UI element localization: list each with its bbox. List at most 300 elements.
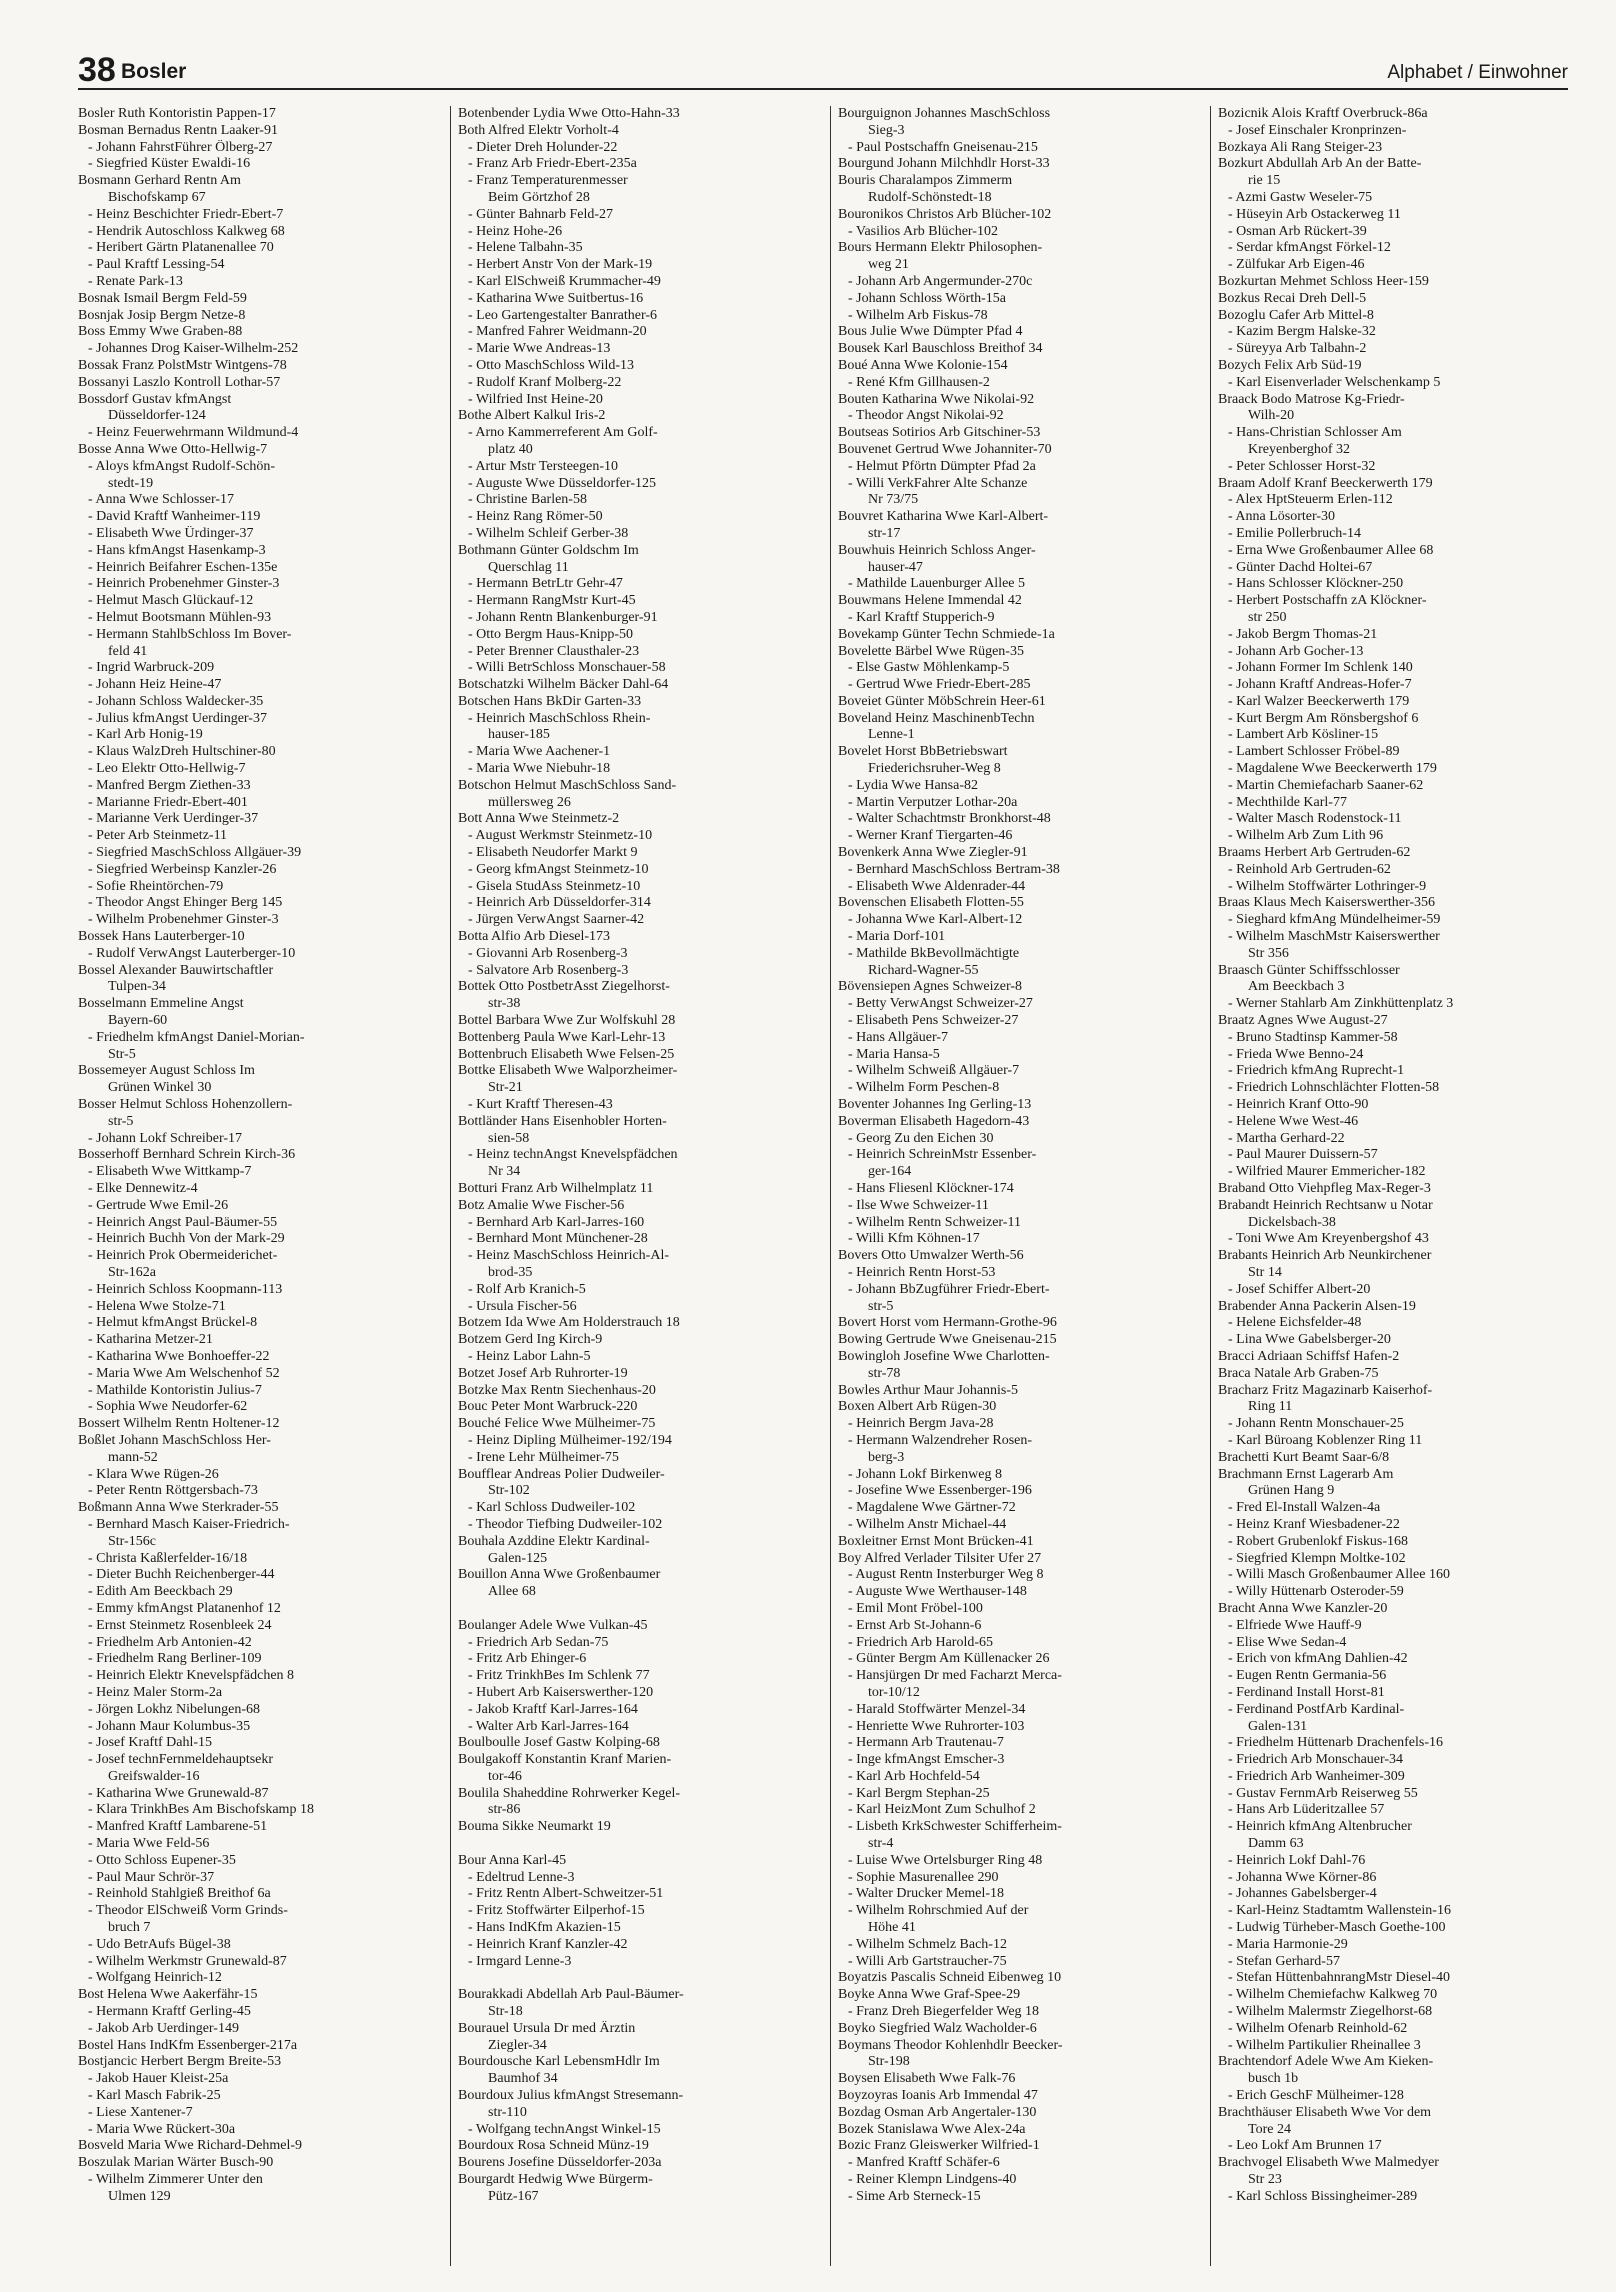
column-2: [458, 106, 820, 2266]
entry-line: - Franz Arb Friedr-Ebert-235a: [468, 156, 637, 172]
entry-line: Bozkus Recai Dreh Dell-5: [1218, 290, 1367, 306]
entry-line: Nr 73/75: [868, 492, 919, 508]
entry-line: - Günter Bergm Am Küllenacker 26: [848, 1651, 1050, 1667]
entry-line: Bottke Elisabeth Wwe Walporzheimer-: [458, 1063, 678, 1079]
entry-line: Bosnak Ismail Bergm Feld-59: [78, 290, 247, 306]
entry-line: - Irmgard Lenne-3: [468, 1953, 572, 1969]
entry-line: - Katharina Wwe Grunewald-87: [88, 1785, 269, 1801]
entry-line: - Helmut Bootsmann Mühlen-93: [88, 609, 272, 625]
entry-line: Boy Alfred Verlader Tilsiter Ufer 27: [838, 1550, 1042, 1566]
entry-line: - Auguste Wwe Düsseldorfer-125: [468, 475, 657, 491]
entry-line: - Toni Wwe Am Kreyenbergshof 43: [1228, 1231, 1429, 1247]
entry-line: Bottel Barbara Wwe Zur Wolfskuhl 28: [458, 1013, 676, 1029]
entry-line: Bouwhuis Heinrich Schloss Anger-: [838, 542, 1036, 558]
entry-line: - Heribert Gärtn Platanenallee 70: [88, 240, 274, 256]
entry-line: - Heinrich Lokf Dahl-76: [1228, 1852, 1366, 1868]
entry-line: - Artur Mstr Tersteegen-10: [468, 458, 619, 474]
entry-line: Lenne-1: [868, 727, 915, 743]
entry-line: - Lydia Wwe Hansa-82: [848, 777, 978, 793]
entry-line: - Heinz Maler Storm-2a: [88, 1684, 223, 1700]
entry-line: - Else Gastw Möhlenkamp-5: [848, 660, 1010, 676]
entry-line: Boxleitner Ernst Mont Brücken-41: [838, 1533, 1034, 1549]
entry-line: - Edith Am Beeckbach 29: [88, 1584, 233, 1600]
entry-line: - Georg kfmAngst Steinmetz-10: [468, 861, 649, 877]
entry-line: Boßmann Anna Wwe Sterkrader-55: [78, 1500, 279, 1516]
entry-line: - Inge kfmAngst Emscher-3: [848, 1752, 1005, 1768]
entry-line: - Jakob Arb Uerdinger-149: [88, 2020, 239, 2036]
entry-line: Botzem Ida Wwe Am Holderstrauch 18: [458, 1315, 680, 1331]
entry-line: - Johann Lokf Birkenweg 8: [848, 1466, 1002, 1482]
entry-line: stedt-19: [108, 475, 154, 491]
entry-line: - Werner Kranf Tiergarten-46: [848, 828, 1013, 844]
entry-line: - Dieter Buchh Reichenberger-44: [88, 1567, 275, 1583]
entry-line: Botschon Helmut MaschSchloss Sand-: [458, 777, 677, 793]
entry-line: Bouronikos Christos Arb Blücher-102: [838, 206, 1052, 222]
entry-line: - Manfred Kraftf Schäfer-6: [848, 2155, 1000, 2171]
column-divider: [830, 106, 831, 2266]
entry-line: - Hans kfmAngst Hasenkamp-3: [88, 542, 266, 558]
entry-line: Bozicnik Alois Kraftf Overbruck-86a: [1218, 106, 1428, 121]
entry-line: Boué Anna Wwe Kolonie-154: [838, 357, 1008, 373]
entry-line: - Ferdinand PostfArb Kardinal-: [1228, 1701, 1405, 1717]
entry-line: - Paul Kraftf Lessing-54: [88, 257, 225, 273]
entry-line: - Heinrich Prok Obermeiderichet-: [88, 1248, 278, 1264]
entry-line: - August Rentn Insterburger Weg 8: [848, 1567, 1044, 1583]
entry-line: - Willi Masch Großenbaumer Allee 160: [1228, 1567, 1450, 1583]
entry-line: Boßlet Johann MaschSchloss Her-: [78, 1432, 271, 1448]
entry-line: Bossert Wilhelm Rentn Holtener-12: [78, 1416, 280, 1432]
entry-line: - Mechthilde Karl-77: [1228, 794, 1347, 810]
entry-line: Bour Anna Karl-45: [458, 1852, 567, 1868]
entry-line: - Maria Wwe Aachener-1: [468, 744, 611, 760]
entry-line: - Heinz Feuerwehrmann Wildmund-4: [88, 425, 299, 441]
entry-line: Ring 11: [1248, 1399, 1293, 1415]
entry-line: - Elisabeth Wwe Aldenrader-44: [848, 878, 1026, 894]
entry-line: - Wilhelm Malermstr Ziegelhorst-68: [1228, 2004, 1433, 2020]
entry-line: Grünen Hang 9: [1248, 1483, 1335, 1499]
entry-line: - Mathilde Kontoristin Julius-7: [88, 1382, 262, 1398]
entry-line: - Friedrich Arb Harold-65: [848, 1634, 994, 1650]
entry-line: - Heinrich Schloss Koopmann-113: [88, 1281, 283, 1297]
entry-line: Braack Bodo Matrose Kg-Friedr-: [1218, 391, 1405, 407]
entry-line: Wilh-20: [1248, 408, 1295, 424]
entry-line: - Gertrude Wwe Emil-26: [88, 1197, 229, 1213]
entry-line: - Leo Elektr Otto-Hellwig-7: [88, 761, 246, 777]
entry-line: - Erich von kfmAng Dahlien-42: [1228, 1651, 1408, 1667]
entry-line: - Heinrich Arb Düsseldorfer-314: [468, 895, 651, 911]
entry-line: - Lina Wwe Gabelsberger-20: [1228, 1332, 1391, 1348]
entry-line: - Günter Bahnarb Feld-27: [468, 206, 614, 222]
entry-line: - Hansjürgen Dr med Facharzt Merca-: [848, 1668, 1062, 1684]
entry-line: - Johann BbZugführer Friedr-Ebert-: [848, 1281, 1050, 1297]
entry-line: - Heinrich Bergm Java-28: [848, 1416, 994, 1432]
entry-line: Boufflear Andreas Polier Dudweiler-: [458, 1466, 665, 1482]
entry-line: bruch 7: [108, 1920, 151, 1936]
entry-line: - Hermann Kraftf Gerling-45: [88, 2004, 251, 2020]
entry-line: - Hans Allgäuer-7: [848, 1029, 949, 1045]
entry-line: - Karl Arb Honig-19: [88, 727, 203, 743]
entry-line: Baumhof 34: [488, 2071, 558, 2087]
entry-line: - Kurt Kraftf Theresen-43: [468, 1097, 613, 1113]
entry-line: - Elisabeth Neudorfer Markt 9: [468, 845, 638, 861]
entry-line: Bostjancic Herbert Bergm Breite-53: [78, 2054, 282, 2070]
entry-line: Boyke Anna Wwe Graf-Spee-29: [838, 1987, 1021, 2003]
entry-line: - Johann FahrstFührer Ölberg-27: [88, 139, 273, 155]
entry-line: - Karl Bergm Stephan-25: [848, 1785, 990, 1801]
entry-line: hauser-47: [868, 559, 923, 575]
entry-line: - Heinz Hohe-26: [468, 223, 563, 239]
entry-line: - Willi Kfm Köhnen-17: [848, 1231, 980, 1247]
entry-line: - Friedrich Arb Monschauer-34: [1228, 1752, 1404, 1768]
entry-line: Boverman Elisabeth Hagedorn-43: [838, 1113, 1030, 1129]
entry-line: - Manfred Bergm Ziethen-33: [88, 777, 251, 793]
entry-line: - Ernst Steinmetz Rosenbleek 24: [88, 1617, 272, 1633]
entry-line: - Otto Bergm Haus-Knipp-50: [468, 626, 633, 642]
entry-line: - Heinz Rang Römer-50: [468, 509, 603, 525]
entry-line: Boveland Heinz MaschinenbTechn: [838, 710, 1035, 726]
entry-line: Bovert Horst vom Hermann-Grothe-96: [838, 1315, 1057, 1331]
entry-line: - Jürgen VerwAngst Saarner-42: [468, 912, 645, 928]
entry-line: - Heinrich Elektr Knevelspfädchen 8: [88, 1668, 295, 1684]
entry-line: Querschlag 11: [488, 559, 569, 575]
entry-line: - Bernhard Masch Kaiser-Friedrich-: [88, 1516, 290, 1532]
entry-line: - Fritz Arb Ehinger-6: [468, 1651, 587, 1667]
entry-line: Str-102: [488, 1483, 530, 1499]
entry-line: Bozych Felix Arb Süd-19: [1218, 357, 1362, 373]
entry-line: - Mathilde BkBevollmächtigte: [848, 945, 1020, 961]
entry-line: platz 40: [488, 441, 533, 457]
entry-line: - Ernst Arb St-Johann-6: [848, 1617, 982, 1633]
entry-line: Boyatzis Pascalis Schneid Eibenweg 10: [838, 1970, 1062, 1986]
entry-line: Bost Helena Wwe Aakerfähr-15: [78, 1987, 258, 2003]
entry-line: Bowing Gertrude Wwe Gneisenau-215: [838, 1332, 1057, 1348]
entry-line: - Friedrich Arb Wanheimer-309: [1228, 1768, 1405, 1784]
entry-line: Bottländer Hans Eisenhobler Horten-: [458, 1113, 667, 1129]
entry-line: - Heinrich Buchh Von der Mark-29: [88, 1231, 285, 1247]
entry-line: Boveiet Günter MöbSchrein Heer-61: [838, 693, 1046, 709]
entry-line: Braasch Günter Schiffsschlosser: [1218, 962, 1400, 978]
entry-line: - Klara TrinkhBes Am Bischofskamp 18: [88, 1802, 314, 1818]
entry-line: - Josef technFernmeldehauptsekr: [88, 1752, 274, 1768]
entry-line: - Herbert Anstr Von der Mark-19: [468, 257, 653, 273]
entry-line: - Friedhelm Arb Antonien-42: [88, 1634, 252, 1650]
entry-line: Damm 63: [1248, 1836, 1304, 1852]
entry-line: Braca Natale Arb Graben-75: [1218, 1365, 1379, 1381]
entry-line: - Siegfried Werbeinsp Kanzler-26: [88, 861, 277, 877]
entry-line: - Wilhelm MaschMstr Kaiserswerther: [1228, 929, 1440, 945]
entry-line: - Sime Arb Sterneck-15: [848, 2188, 981, 2204]
entry-line: - Wilhelm Schweiß Allgäuer-7: [848, 1063, 1020, 1079]
entry-line: brod-35: [488, 1264, 533, 1280]
entry-line: - Erna Wwe Großenbaumer Allee 68: [1228, 542, 1434, 558]
entry-line: - Erich GeschF Mülheimer-128: [1228, 2088, 1404, 2104]
entry-line: Bovenschen Elisabeth Flotten-55: [838, 895, 1024, 911]
entry-line: - August Werkmstr Steinmetz-10: [468, 828, 653, 844]
entry-line: - Renate Park-13: [88, 273, 183, 289]
entry-line: - Wilhelm Ofenarb Reinhold-62: [1228, 2020, 1408, 2036]
entry-line: - Hans Fliesenl Klöckner-174: [848, 1181, 1014, 1196]
entry-line: Bousek Karl Bauschloss Breithof 34: [838, 341, 1043, 357]
entry-line: Bothmann Günter Goldschm Im: [458, 542, 639, 558]
entry-line: - Franz Temperaturenmesser: [468, 173, 628, 189]
entry-line: - Hermann Walzendreher Rosen-: [848, 1432, 1033, 1448]
entry-line: Botturi Franz Arb Wilhelmplatz 11: [458, 1181, 654, 1196]
entry-line: - Irene Lehr Mülheimer-75: [468, 1449, 619, 1465]
entry-line: - Udo BetrAufs Bügel-38: [88, 1936, 231, 1952]
entry-line: Bracci Adriaan Schiffsf Hafen-2: [1218, 1348, 1400, 1364]
entry-line: - Johannes Drog Kaiser-Wilhelm-252: [88, 341, 299, 357]
entry-line: - Hermann BetrLtr Gehr-47: [468, 576, 623, 592]
entry-line: - Otto Schloss Eupener-35: [88, 1852, 236, 1868]
entry-line: Höhe 41: [868, 1920, 916, 1936]
entry-line: Str-198: [868, 2054, 910, 2070]
entry-line: str-78: [868, 1365, 901, 1381]
entry-line: - Gertrud Wwe Friedr-Ebert-285: [848, 677, 1031, 693]
entry-line: Brachvogel Elisabeth Wwe Malmedyer: [1218, 2155, 1439, 2171]
entry-line: Botzke Max Rentn Siechenhaus-20: [458, 1382, 656, 1398]
entry-line: Am Beeckbach 3: [1248, 979, 1345, 995]
entry-line: - Lisbeth KrkSchwester Schifferheim-: [848, 1819, 1062, 1835]
entry-line: Bossemeyer August Schloss Im: [78, 1063, 255, 1079]
entry-line: - Süreyya Arb Talbahn-2: [1228, 341, 1367, 357]
entry-line: - Johann Schloss Waldecker-35: [88, 693, 264, 709]
entry-line: - Bernhard Arb Karl-Jarres-160: [468, 1214, 645, 1230]
entry-line: Allee 68: [488, 1584, 536, 1600]
entry-line: Botz Amalie Wwe Fischer-56: [458, 1197, 625, 1213]
entry-line: Bothe Albert Kalkul Iris-2: [458, 408, 606, 424]
entry-line: Bövensiepen Agnes Schweizer-8: [838, 979, 1023, 995]
entry-line: - Wolfgang technAngst Winkel-15: [468, 2121, 661, 2137]
entry-line: - David Kraftf Wanheimer-119: [88, 509, 261, 525]
entry-line: - Hans IndKfm Akazien-15: [468, 1920, 621, 1936]
entry-line: - Karl Masch Fabrik-25: [88, 2088, 221, 2104]
entry-line: Galen-125: [488, 1550, 548, 1566]
entry-line: Bowles Arthur Maur Johannis-5: [838, 1382, 1019, 1398]
entry-line: Brachthäuser Elisabeth Wwe Vor dem: [1218, 2104, 1432, 2120]
entry-line: - Sofie Rheintörchen-79: [88, 878, 224, 894]
entry-line: - Karl-Heinz Stadtamtm Wallenstein-16: [1228, 1903, 1451, 1919]
entry-line: - Lambert Arb Kösliner-15: [1228, 727, 1379, 743]
entry-line: Galen-131: [1248, 1718, 1308, 1734]
entry-line: - Josef Einschaler Kronprinzen-: [1228, 122, 1407, 138]
entry-line: - Jörgen Lokhz Nibelungen-68: [88, 1701, 260, 1717]
entry-line: - Anna Wwe Schlosser-17: [88, 492, 235, 508]
entry-line: - Johanna Wwe Karl-Albert-12: [848, 912, 1023, 928]
entry-line: mann-52: [108, 1449, 158, 1465]
entry-line: - Fritz TrinkhBes Im Schlenk 77: [468, 1668, 650, 1684]
entry-line: Bovelette Bärbel Wwe Rügen-35: [838, 643, 1024, 659]
entry-line: Bozkurtan Mehmet Schloss Heer-159: [1218, 273, 1429, 289]
entry-line: - Jakob Bergm Thomas-21: [1228, 626, 1378, 642]
entry-line: - Emilie Pollerbruch-14: [1228, 525, 1361, 541]
entry-line: - Elke Dennewitz-4: [88, 1181, 198, 1196]
entry-line: - Sophie Masurenallee 290: [848, 1869, 999, 1885]
entry-line: - Johann Maur Kolumbus-35: [88, 1718, 251, 1734]
entry-line: müllersweg 26: [488, 794, 571, 810]
entry-line: - Wilfried Maurer Emmericher-182: [1228, 1164, 1426, 1180]
entry-line: Boysen Elisabeth Wwe Falk-76: [838, 2071, 1016, 2087]
entry-line: - Johann Rentn Blankenburger-91: [468, 609, 658, 625]
entry-line: - Karl Walzer Beeckerwerth 179: [1228, 693, 1410, 709]
entry-line: - Osman Arb Rückert-39: [1228, 223, 1367, 239]
entry-line: Boulila Shaheddine Rohrwerker Kegel-: [458, 1785, 680, 1801]
entry-line: Bozic Franz Gleiswerker Wilfried-1: [838, 2138, 1040, 2154]
entry-line: - Georg Zu den Eichen 30: [848, 1130, 994, 1146]
entry-line: - Wilhelm Stoffwärter Lothringer-9: [1228, 878, 1427, 894]
entry-line: - Hans Arb Lüderitzallee 57: [1228, 1802, 1385, 1818]
entry-line: str 250: [1248, 609, 1287, 625]
entry-line: - Magdalene Wwe Beeckerwerth 179: [1228, 761, 1437, 777]
entry-line: - Heinrich Kranf Otto-90: [1228, 1097, 1369, 1113]
entry-line: Brachmann Ernst Lagerarb Am: [1218, 1466, 1394, 1482]
entry-line: Boutseas Sotirios Arb Gitschiner-53: [838, 425, 1041, 441]
entry-line: weg 21: [868, 257, 909, 273]
entry-line: - Christa Kaßlerfelder-16/18: [88, 1550, 248, 1566]
entry-line: Bracht Anna Wwe Kanzler-20: [1218, 1600, 1388, 1616]
entry-line: Pütz-167: [488, 2188, 539, 2204]
page-running-head: Bosler: [121, 60, 187, 83]
entry-line: - Helena Wwe Stolze-71: [88, 1298, 226, 1314]
page-number: 38: [78, 51, 116, 89]
entry-line: - Theodor ElSchweiß Vorm Grinds-: [88, 1903, 288, 1919]
entry-line: - Elfriede Wwe Hauff-9: [1228, 1617, 1362, 1633]
column-3: [838, 106, 1200, 2266]
entry-line: - Emil Mont Fröbel-100: [848, 1600, 983, 1616]
entry-line: Brabandt Heinrich Rechtsanw u Notar: [1218, 1197, 1433, 1213]
entry-line: Str 356: [1248, 945, 1289, 961]
entry-line: - Wilfried Inst Heine-20: [468, 391, 603, 407]
entry-line: - Helene Wwe West-46: [1228, 1113, 1359, 1129]
entry-line: - Hans Schlosser Klöckner-250: [1228, 576, 1404, 592]
entry-line: Bostel Hans IndKfm Essenberger-217a: [78, 2037, 298, 2053]
entry-line: - Kazim Bergm Halske-32: [1228, 324, 1376, 340]
entry-line: - Wilhelm Zimmerer Unter den: [88, 2172, 263, 2188]
entry-line: - Ludwig Türheber-Masch Goethe-100: [1228, 1920, 1446, 1936]
entry-line: hauser-185: [488, 727, 550, 743]
entry-line: Boventer Johannes Ing Gerling-13: [838, 1097, 1032, 1113]
spacer-line: [458, 1601, 820, 1618]
entry-line: - Aloys kfmAngst Rudolf-Schön-: [88, 458, 276, 474]
entry-line: - Bruno Stadtinsp Kammer-58: [1228, 1029, 1398, 1045]
entry-line: Bosmann Gerhard Rentn Am: [78, 173, 241, 189]
entry-line: Boszulak Marian Wärter Busch-90: [78, 2155, 274, 2171]
entry-line: Bours Hermann Elektr Philosophen-: [838, 240, 1043, 256]
entry-line: - Elise Wwe Sedan-4: [1228, 1634, 1347, 1650]
entry-line: Boyko Siegfried Walz Wacholder-6: [838, 2020, 1037, 2036]
entry-line: Bosman Bernadus Rentn Laaker-91: [78, 122, 278, 138]
entry-line: - Heinrich MaschSchloss Rhein-: [468, 710, 651, 726]
entry-line: - Sieghard kfmAng Mündelheimer-59: [1228, 912, 1441, 928]
entry-line: Str-18: [488, 2004, 523, 2020]
entry-line: - Helene Talbahn-35: [468, 240, 583, 256]
entry-line: Brabants Heinrich Arb Neunkirchener: [1218, 1248, 1432, 1264]
entry-line: Bozoglu Cafer Arb Mittel-8: [1218, 307, 1374, 323]
entry-line: - Mathilde Lauenburger Allee 5: [848, 576, 1026, 592]
entry-line: Bowingloh Josefine Wwe Charlotten-: [838, 1348, 1050, 1364]
entry-line: - Helmut kfmAngst Brückel-8: [88, 1315, 258, 1331]
entry-line: - Rudolf Kranf Molberg-22: [468, 374, 622, 390]
entry-line: - Paul Maurer Duissern-57: [1228, 1147, 1378, 1163]
entry-line: - Karl Schloss Bissingheimer-289: [1228, 2188, 1418, 2204]
entry-line: Ulmen 129: [108, 2188, 171, 2204]
column-1: [78, 106, 440, 2266]
entry-line: - Friedhelm kfmAngst Daniel-Morian-: [88, 1029, 305, 1045]
entry-line: - Peter Schlosser Horst-32: [1228, 458, 1376, 474]
entry-line: Braam Adolf Kranf Beeckerwerth 179: [1218, 475, 1433, 491]
entry-line: - Walter Arb Karl-Jarres-164: [468, 1718, 629, 1734]
entry-line: Bouché Felice Wwe Mülheimer-75: [458, 1416, 656, 1432]
entry-line: Bottek Otto PostbetrAsst Ziegelhorst-: [458, 979, 670, 995]
entry-line: - Willi BetrSchloss Monschauer-58: [468, 660, 666, 676]
entry-line: - Lambert Schlosser Fröbel-89: [1228, 744, 1400, 760]
entry-line: - Josefine Wwe Essenberger-196: [848, 1483, 1032, 1499]
entry-line: - Theodor Angst Ehinger Berg 145: [88, 895, 283, 911]
entry-line: - Maria Wwe Rückert-30a: [88, 2121, 236, 2137]
entry-line: - Helene Eichsfelder-48: [1228, 1315, 1362, 1331]
entry-line: Bracharz Fritz Magazinarb Kaiserhof-: [1218, 1382, 1433, 1398]
entry-line: - Gustav FernmArb Reiserweg 55: [1228, 1785, 1418, 1801]
entry-line: - Willi Arb Gartstraucher-75: [848, 1953, 1007, 1969]
entry-line: - Friedhelm Hüttenarb Drachenfels-16: [1228, 1735, 1443, 1751]
entry-line: Bosnjak Josip Bergm Netze-8: [78, 307, 246, 323]
entry-line: - Heinrich kfmAng Altenbrucher: [1228, 1819, 1412, 1835]
entry-line: - Arno Kammerreferent Am Golf-: [468, 425, 658, 441]
entry-line: Bovenkerk Anna Wwe Ziegler-91: [838, 845, 1028, 861]
entry-line: Friederichsruher-Weg 8: [868, 761, 1001, 777]
entry-line: - Friedrich Arb Sedan-75: [468, 1634, 609, 1650]
entry-line: Botschatzki Wilhelm Bäcker Dahl-64: [458, 677, 669, 693]
entry-line: Bourakkadi Abdellah Arb Paul-Bäumer-: [458, 1987, 684, 2003]
entry-line: Str-156c: [108, 1533, 156, 1549]
entry-line: - Jakob Kraftf Karl-Jarres-164: [468, 1701, 638, 1717]
entry-line: Boulboulle Josef Gastw Kolping-68: [458, 1735, 660, 1751]
entry-line: Bourdoux Julius kfmAngst Stresemann-: [458, 2088, 684, 2104]
entry-line: - Edeltrud Lenne-3: [468, 1869, 575, 1885]
entry-line: - Marianne Friedr-Ebert-401: [88, 794, 248, 810]
entry-line: - Heinz Labor Lahn-5: [468, 1348, 591, 1364]
entry-line: Bossek Hans Lauterberger-10: [78, 929, 245, 945]
entry-line: - Marie Wwe Andreas-13: [468, 341, 611, 357]
entry-line: - Wilhelm Arb Fiskus-78: [848, 307, 988, 323]
entry-line: - Elisabeth Wwe Ürdinger-37: [88, 525, 254, 541]
entry-line: Botschen Hans BkDir Garten-33: [458, 693, 642, 709]
entry-line: - Johanna Wwe Körner-86: [1228, 1869, 1377, 1885]
entry-line: - Hans-Christian Schlosser Am: [1228, 425, 1402, 441]
entry-line: - Heinrich Beifahrer Eschen-135e: [88, 559, 278, 575]
entry-line: Boulanger Adele Wwe Vulkan-45: [458, 1617, 648, 1633]
entry-line: - Betty VerwAngst Schweizer-27: [848, 996, 1033, 1012]
entry-line: Bouma Sikke Neumarkt 19: [458, 1819, 611, 1835]
entry-line: - Wilhelm Form Peschen-8: [848, 1080, 1000, 1096]
entry-line: Bovers Otto Umwalzer Werth-56: [838, 1248, 1024, 1264]
entry-line: - Bernhard MaschSchloss Bertram-38: [848, 861, 1060, 877]
entry-line: Bozdag Osman Arb Angertaler-130: [838, 2104, 1037, 2120]
column-divider: [450, 106, 451, 2266]
entry-line: Str-162a: [108, 1264, 156, 1280]
entry-line: Str-5: [108, 1046, 136, 1062]
entry-line: Braband Otto Viehpfleg Max-Reger-3: [1218, 1181, 1431, 1196]
entry-line: - Heinrich Kranf Kanzler-42: [468, 1936, 628, 1952]
entry-line: - Vasilios Arb Blücher-102: [848, 223, 998, 239]
directory-columns: [78, 106, 1568, 2266]
entry-line: - Siegfried Küster Ewaldi-16: [88, 156, 251, 172]
entry-line: - Salvatore Arb Rosenberg-3: [468, 962, 629, 978]
entry-line: Str 14: [1248, 1264, 1282, 1280]
entry-line: - Wilhelm Rohrschmied Auf der: [848, 1903, 1029, 1919]
entry-line: - Johann Schloss Wörth-15a: [848, 290, 1006, 306]
entry-line: - Fritz Stoffwärter Eilperhof-15: [468, 1903, 645, 1919]
entry-line: - Siegfried MaschSchloss Allgäuer-39: [88, 845, 302, 861]
